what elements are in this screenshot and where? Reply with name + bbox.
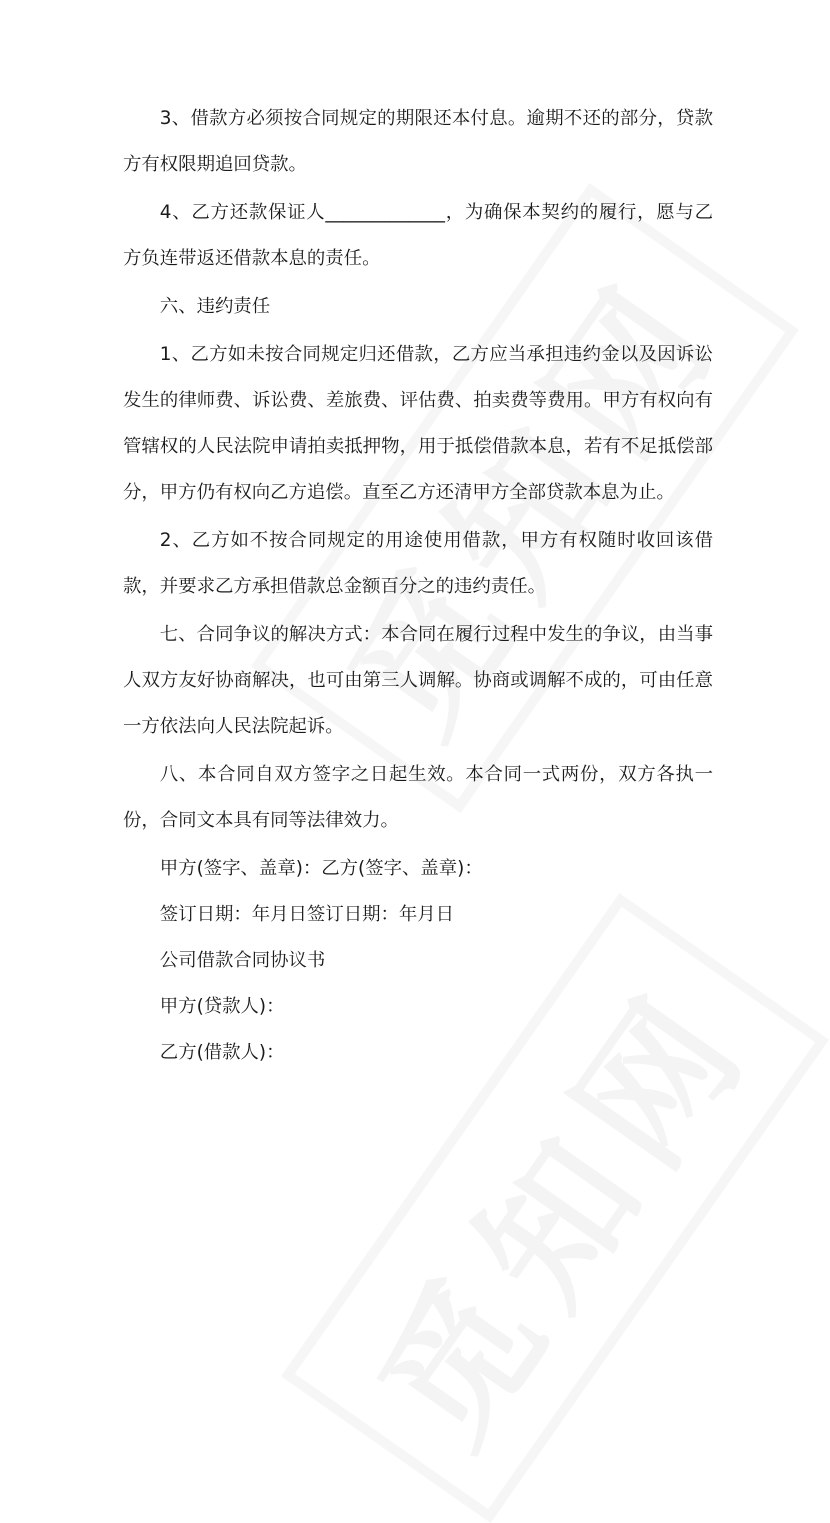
signature-line: 甲方(签字、盖章)：乙方(签字、盖章)： (159, 858, 483, 879)
paragraph-breach-2: 2、乙方如不按合同规定的用途使用借款，甲方有权随时收回该借款，并要求乙方承担借款总金额百分之的违约责任。 (123, 530, 713, 597)
paragraph-dispute: 七、合同争议的解决方式：本合同在履行过程中发生的争议，由当事人双方友好协商解决，也可由第三人调解。协商或调解不成的，可由任意一方依法向人民法院起诉。 (123, 624, 713, 737)
paragraph-repayment-term: 3、借款方必须按合同规定的期限还本付息。逾期不还的部分，贷款方有权限期追回贷款。 (123, 108, 713, 175)
section-heading-breach: 六、违约责任 (159, 296, 271, 317)
date-line: 签订日期：年月日签订日期：年月日 (159, 904, 455, 925)
party-b-label: 乙方(借款人)： (159, 1042, 285, 1063)
paragraph-effective: 八、本合同自双方签字之日起生效。本合同一式两份，双方各执一份，合同文本具有同等法律效力。 (123, 764, 713, 831)
next-document-title: 公司借款合同协议书 (159, 950, 326, 971)
document-body (123, 96, 713, 1076)
party-a-label: 甲方(贷款人)： (159, 996, 285, 1017)
paragraph-guarantor: 4、乙方还款保证人_____________，为确保本契约的履行，愿与乙方负连带返还借款本息的责任。 (123, 202, 713, 269)
paragraph-breach-1: 1、乙方如未按合同规定归还借款，乙方应当承担违约金以及因诉讼发生的律师费、诉讼费、差旅费、评估费、拍卖费等费用。甲方有权向有管辖权的人民法院申请拍卖抵押物，用于抵偿借款本息，若有不足抵偿部分，甲方仍有权向乙方追偿。直至乙方还清甲方全部贷款本息为止。 (123, 344, 713, 503)
